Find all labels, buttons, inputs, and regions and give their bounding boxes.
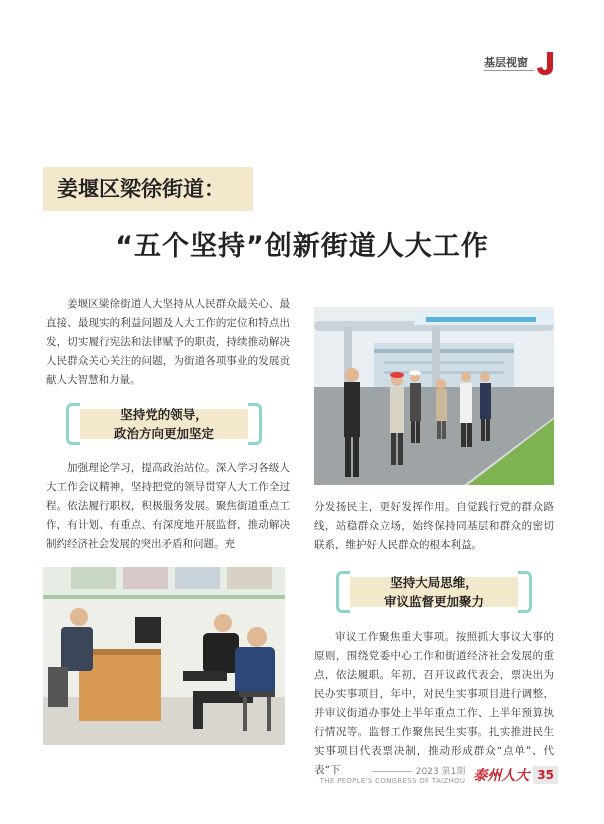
subhead-text [66, 405, 262, 443]
footer-meta [320, 764, 466, 785]
photo-outdoor-inspection [314, 307, 554, 485]
magazine-logo: 泰州人大 [473, 767, 530, 784]
paragraph-1 [46, 459, 290, 554]
issue-text: 2023 第1期 [415, 767, 466, 777]
subhead-text [336, 573, 532, 611]
intro-text: 姜堰区梁徐街道人大坚持从人民群众最关心、最直接、最现实的利益问题及人大工作的定位和特点出发，切实履行宪法和法律赋予的职责，持续推动解决人民群众关心关注的问题，为街道各项事业的发展贡献人大智慧和力量。 [46, 298, 290, 386]
paragraph-1-text: 加强理论学习，提高政治站位。深入学习各级人大工作会议精神，坚持把党的领导贯穿人大工作全过程。依法履行职权，积极服务发展。聚焦街道重点工作，有计划、有重点、有深度地开展监督，推动解决制约经济社会发展的突出矛盾和问题。充 [46, 462, 290, 550]
section-j-logo [536, 50, 554, 76]
subhead-party-leadership [66, 403, 262, 445]
subhead-line2: 政治方向更加坚定 [113, 426, 214, 441]
issue-number [320, 764, 466, 777]
paragraph-1-cont-text: 分发扬民主，更好发挥作用。自觉践行党的群众路线，站稳群众立场，始终保持同基层和群众的密切联系，维护好人民群众的根本利益。 [314, 501, 554, 551]
photo-indoor-meeting [43, 567, 285, 745]
intro-paragraph [46, 295, 290, 390]
subhead-line1: 坚持党的领导， [120, 407, 208, 422]
paragraph-2 [314, 628, 554, 780]
subhead-line1: 坚持大局思维， [390, 575, 478, 590]
paragraph-1-continued [314, 498, 554, 555]
page-number: 35 [533, 766, 558, 784]
paragraph-2-text: 审议工作聚焦重大事项。按照抓大事议大事的原则，围绕党委中心工作和街道经济社会发展的重点，依法履职。年初，召开议政代表会，票决出为民办实事项目，年中，对民生实事项目进行调整，并审议街道办事处上半年重点工作、上半年预算执行情况等。监督工作聚焦民生实事。扎实推进民生实事项目代表票决制，推动形成群众“点单”、代表“下 [314, 631, 554, 776]
footer-rule [372, 771, 412, 772]
headline-line1: 姜堰区梁徐街道： [43, 167, 253, 211]
subhead-line2: 审议监督更加聚力 [383, 594, 484, 609]
footer [320, 764, 558, 785]
magazine-name-en: THE PEOPLE'S CONGRESS OF TAIZHOU [319, 777, 466, 785]
headline-line2: “五个坚持”创新街道人大工作 [115, 231, 489, 262]
section-tag [484, 50, 554, 76]
section-label: 基层视窗 [484, 56, 534, 71]
subhead-big-picture [336, 571, 532, 613]
